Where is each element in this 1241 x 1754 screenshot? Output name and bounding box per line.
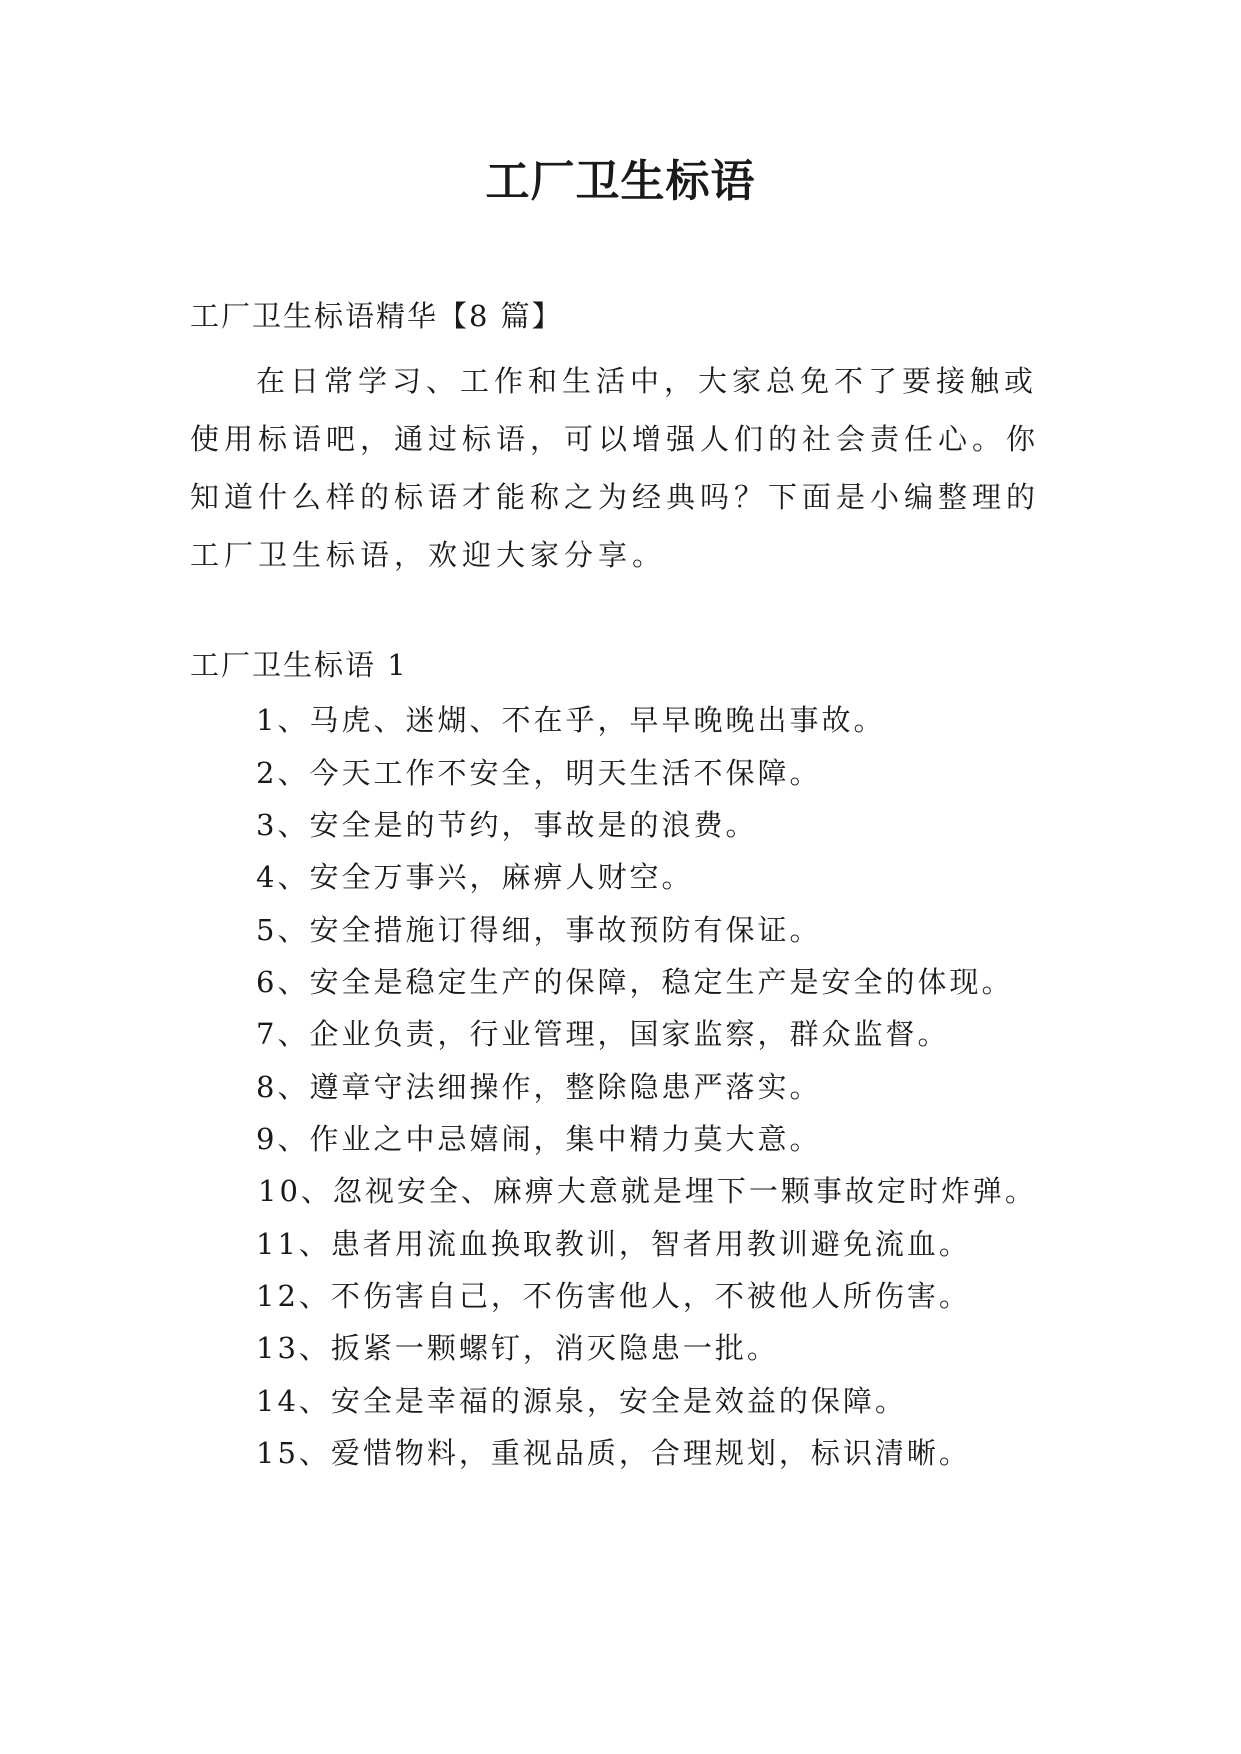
- list-item: 7、企业负责，行业管理，国家监察，群众监督。: [256, 1017, 950, 1051]
- document-subtitle: 工厂卫生标语精华【8 篇】: [190, 299, 563, 333]
- section-heading: 工厂卫生标语 1: [190, 648, 408, 682]
- list-item: 11、患者用流血换取教训，智者用教训避免流血。: [256, 1227, 971, 1261]
- list-item: 5、安全措施订得细，事故预防有保证。: [256, 913, 822, 947]
- list-item: 13、扳紧一颗螺钉，消灭隐患一批。: [256, 1331, 779, 1365]
- list-item: 6、安全是稳定生产的保障，稳定生产是安全的体现。: [256, 965, 1014, 999]
- list-item: 3、安全是的节约，事故是的浪费。: [256, 808, 758, 842]
- list-item: 12、不伤害自己，不伤害他人，不被他人所伤害。: [256, 1279, 971, 1313]
- list-item: 4、安全万事兴，麻痹人财空。: [256, 860, 694, 894]
- list-item: 8、遵章守法细操作，整除隐患严落实。: [256, 1070, 822, 1104]
- document-title: 工厂卫生标语: [485, 156, 756, 207]
- list-item: 10、忽视安全、麻痹大意就是埋下一颗事故定时炸弹。: [258, 1174, 1037, 1208]
- list-item: 15、爱惜物料，重视品质，合理规划，标识清晰。: [256, 1436, 971, 1470]
- list-item: 2、今天工作不安全，明天生活不保障。: [256, 756, 822, 790]
- list-item: 1、马虎、迷煳、不在乎，早早晚晚出事故。: [256, 703, 886, 737]
- list-item: 14、安全是幸福的源泉，安全是效益的保障。: [256, 1384, 907, 1418]
- intro-paragraph: 在日常学习、工作和生活中，大家总免不了要接触或使用标语吧，通过标语，可以增强人们的社会责任心。你知道什么样的标语才能称之为经典吗？下面是小编整理的工厂卫生标语，欢迎大家分享。: [190, 364, 1041, 572]
- list-item: 9、作业之中忌嬉闹，集中精力莫大意。: [256, 1122, 822, 1156]
